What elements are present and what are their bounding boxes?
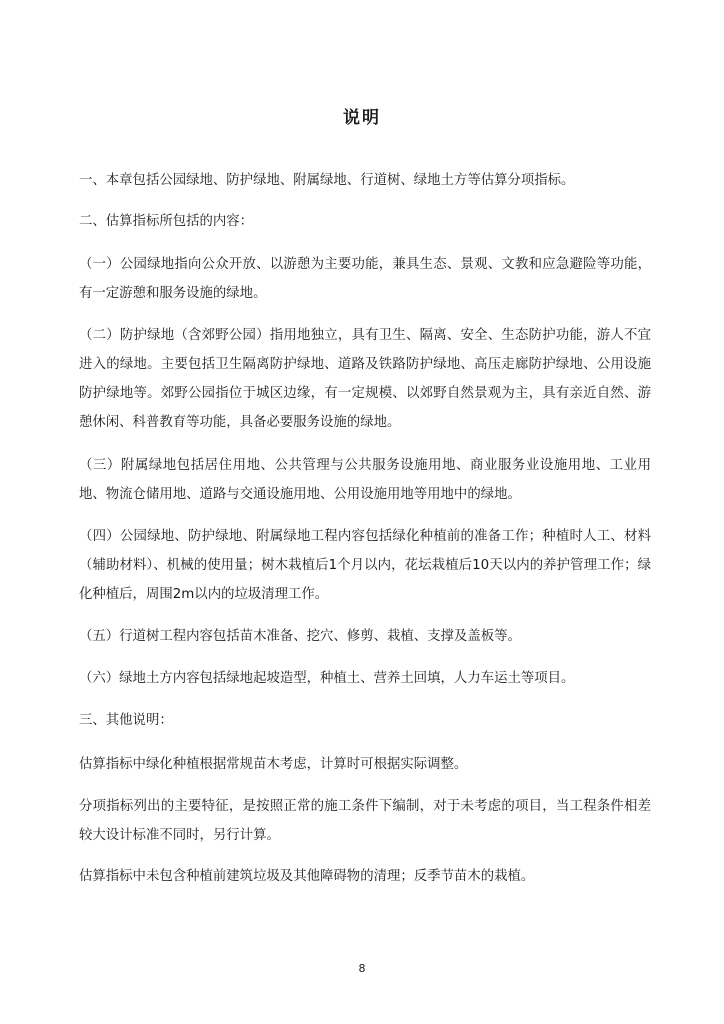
paragraph-other-3: 估算指标中未包含种植前建筑垃圾及其他障碍物的清理；反季节苗木的栽植。	[79, 869, 535, 884]
paragraph-scope: 一、本章包括公园绿地、防护绿地、附属绿地、行道树、绿地土方等估算分项指标。	[79, 173, 575, 188]
paragraph-contents-heading: 二、估算指标所包括的内容：	[79, 214, 254, 229]
paragraph-other-2: 分项指标列出的主要特征，是按照正常的施工条件下编制，对于未考虑的项目，当工程条件相差较大设计标准不同时，另行计算。	[79, 799, 651, 843]
paragraph-park-green: （一）公园绿地指向公众开放、以游憩为主要功能，兼具生态、景观、文教和应急避险等功能，有一定游憩和服务设施的绿地。	[79, 257, 651, 301]
paragraph-attached-green: （三）附属绿地包括居住用地、公共管理与公共服务设施用地、商业服务业设施用地、工业用地、物流仓储用地、道路与交通设施用地、公用设施用地等用地中的绿地。	[79, 458, 651, 502]
paragraph-works-content: （四）公园绿地、防护绿地、附属绿地工程内容包括绿化种植前的准备工作；种植时人工、材料（辅助材料）、机械的使用量；树木栽植后1个月以内，花坛栽植后10天以内的养护管理工作；绿化种植后，周围2m以内的垃圾清理工作。	[79, 529, 651, 602]
page-title: 说明	[343, 108, 381, 128]
paragraph-protective-green: （二）防护绿地（含郊野公园）指用地独立，具有卫生、隔离、安全、生态防护功能，游人不宜进入的绿地。主要包括卫生隔离防护绿地、道路及铁路防护绿地、高压走廊防护绿地、公用设施防护绿地等。郊野公园指位于城区边缘，有一定规模、以郊野自然景观为主，具有亲近自然、游憩休闲、科普教育等功能，具备必要服务设施的绿地。	[79, 328, 651, 430]
paragraph-other-1: 估算指标中绿化种植根据常规苗木考虑，计算时可根据实际调整。	[79, 757, 468, 772]
paragraph-other-heading: 三、其他说明：	[79, 713, 173, 728]
paragraph-earthwork: （六）绿地土方内容包括绿地起坡造型，种植土、营养土回填，人力车运土等项目。	[79, 671, 575, 686]
page-number: 8	[358, 962, 366, 975]
paragraph-street-trees: （五）行道树工程内容包括苗木准备、挖穴、修剪、栽植、支撑及盖板等。	[79, 629, 521, 644]
